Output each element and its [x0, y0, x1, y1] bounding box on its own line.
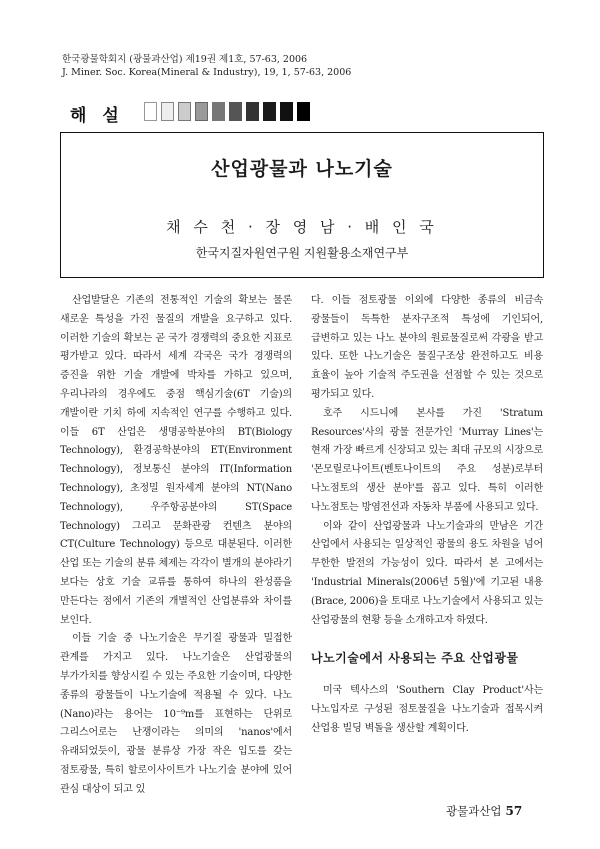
body-paragraph: 산업발달은 기존의 전통적인 기술의 확보는 물론 새로운 특성을 가진 물질의 개발을 요구하고 있다. 이러한 기술의 확보는 곧 국가 경쟁력의 중요한 지표로 평가받고 있다. 따라서 세계 각국은 국가 경쟁력의 증진을 위한 기술 개발에 박차를 가하고 있으며, 우리나라의 경우에도 중점 핵심기술(6T 기술)의 개발이란 기치 하에 지속적인 연구를 수행하고 있다. 이들 6T 산업은 생명공학분야의 BT(Biology Technology), 환경공학분야의 ET(Environment Technology), 정보통신 분야의 IT(Information Technology), 초정밀 원자세계 분야의 NT(Nano Technology), 우주항공분야의 ST(Space Technology) 그리고 문화관광 컨텐츠 분야의 CT(Culture Technology) 등으로 대분된다. 이러한 산업 또는 기술의 분류 체제는 각각이 별개의 분야라기 보다는 상호 기술 교류를 통하여 하나의 완성품을 만든다는 점에서 기존의 개별적인 산업분류와 차이를 보인다. [60, 295, 292, 626]
body-paragraph: 이와 같이 산업광물과 나노기술과의 만남은 기간 산업에서 사용되는 일상적인 광물의 용도 차원을 넘어 무한한 발전의 가능성이 있다. 따라서 본 고에서는 'Industrial Minerals(2006년 5월)'에 기고된 내용(Brace, 2006)을 토대로 나노기술에서 사용되고 있는 산업광물의 현황 등을 소개하고자 하였다. [311, 520, 543, 626]
body-column-left [60, 292, 292, 800]
section-label: 해 설 [70, 106, 124, 126]
authors: 채 수 천 · 장 영 남 · 배 인 국 [166, 218, 438, 236]
page-footer [446, 803, 522, 819]
body-paragraph: 미국 텍사스의 'Southern Clay Product'사는 나노입자로 구성된 점토물질을 나노기술과 접목시켜 산업용 빌딩 벽돌을 생산할 계획이다. [311, 685, 543, 734]
footer-journal-name: 광물과산업 [446, 804, 502, 818]
journal-citation-english: J. Miner. Soc. Korea(Mineral & Industry), 19, 1, 57-63, 2006 [62, 67, 352, 78]
page-number: 57 [505, 804, 523, 818]
body-paragraph: 이들 기술 중 나노기술은 무기질 광물과 밀접한 관계를 가지고 있다. 나노기술은 산업광물의 부가가치를 향상시킬 수 있는 주요한 기술이며, 다양한 종류의 광물들이 나노기술에 적용될 수 있다. 나노(Nano)라는 용어는 10⁻⁹m를 표현하는 단위로 그리스어로는 난쟁이라는 의미의 'nanos'에서 유래되었듯이, 광물 분류상 가장 작은 입도를 갖는 점토광물, 특히 할로이사이트가 나노기술 분야에 있어 관심 대상이 되고 있 [60, 633, 292, 795]
body-paragraph: 호주 시드니에 본사를 가진 'Stratum Resources'사의 광물 전문가인 'Murray Lines'는 현재 가장 빠르게 신장되고 있는 최대 규모의 시장으로 '몬모릴로나이트(벤토나이트의 주요 성분)로부터 나노점토의 생산 분야'를 꼽고 있다. 특히 이러한 나노점토는 방염전선과 자동차 부품에 사용되고 있다. [311, 407, 543, 513]
article-title: 산업광물과 나노기술 [211, 158, 393, 180]
section-decoration-blocks [144, 102, 324, 122]
affiliation: 한국지질자원연구원 지원활용소재연구부 [195, 246, 409, 260]
section-heading: 나노기술에서 사용되는 주요 산업광물 [311, 651, 519, 666]
journal-citation-korean: 한국광물학회지 (광물과산업) 제19권 제1호, 57-63, 2006 [62, 54, 308, 65]
body-column-right [311, 292, 543, 739]
body-paragraph: 다. 이들 점토광물 이외에 다양한 종류의 비금속 광물들이 독특한 분자구조적 특성에 기인되어, 급변하고 있는 나노 분야의 원료물질로써 각광을 받고 있다. 또한 나노기술은 물질구조상 완전하고도 비용 효율이 높아 기술적 주도권을 선점할 수 있는 것으로 평가되고 있다. [311, 295, 543, 400]
